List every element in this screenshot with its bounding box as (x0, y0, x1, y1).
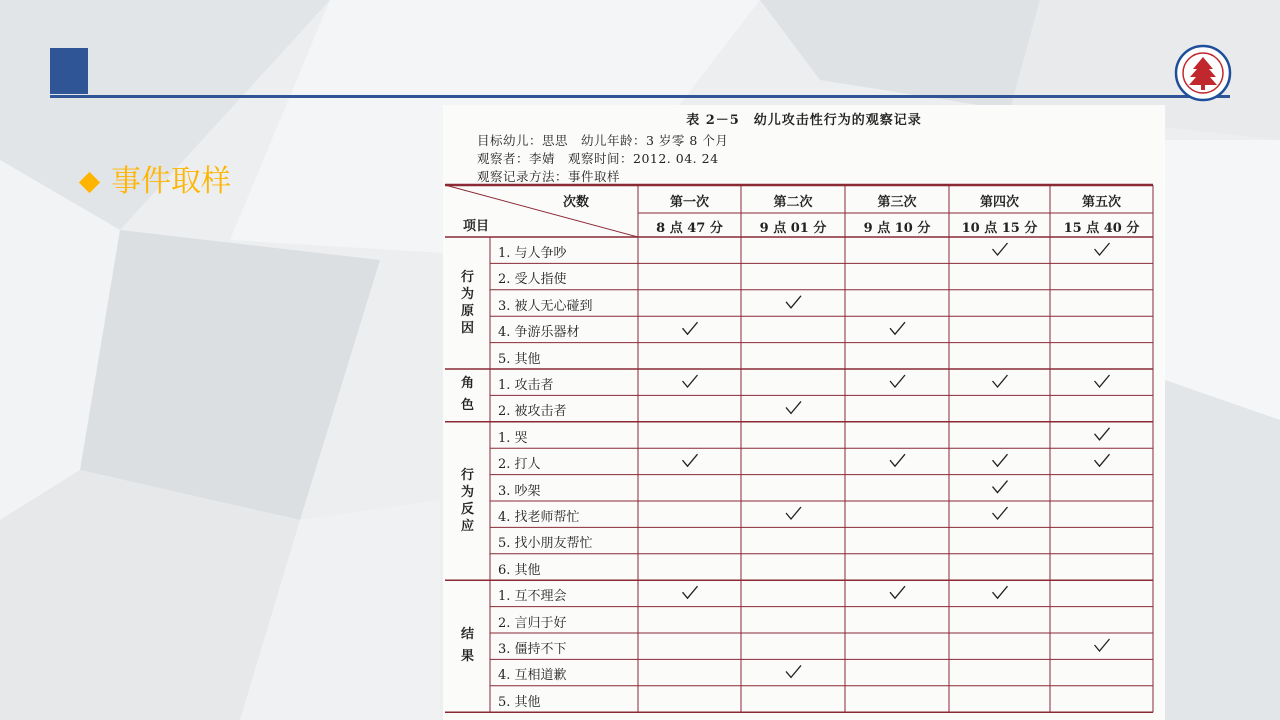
meta-line-2: 观察者：李婧 观察时间：2012. 04. 24 (477, 151, 719, 166)
row-item-label: 1. 哭 (498, 430, 528, 446)
corner-header-bottom: 项目 (463, 219, 490, 234)
check-mark-icon (786, 507, 801, 519)
column-header-time: 15 点 40 分 (1063, 221, 1140, 236)
section-title (78, 162, 231, 202)
check-mark-icon (786, 296, 801, 308)
check-mark-icon (890, 375, 905, 387)
row-item-label: 4. 找老师帮忙 (498, 510, 580, 525)
row-item-label: 4. 互相道歉 (498, 668, 567, 684)
row-item-label: 1. 互不理会 (498, 589, 567, 605)
group-label: 结果 (460, 627, 474, 665)
check-mark-icon (1095, 428, 1110, 440)
row-item-label: 3. 吵架 (498, 483, 541, 499)
row-item-label: 4. 争游乐器材 (498, 325, 580, 341)
check-mark-icon (993, 243, 1008, 255)
column-header-time: 10 点 15 分 (961, 221, 1038, 236)
row-item-label: 5. 其他 (498, 694, 541, 710)
check-mark-icon (993, 586, 1008, 598)
check-mark-icon (683, 586, 698, 598)
scanned-observation-table (443, 105, 1165, 720)
check-mark-icon (786, 665, 801, 677)
group-label: 行为原因 (460, 270, 474, 336)
group-label: 角色 (460, 376, 474, 414)
check-mark-icon (683, 454, 698, 466)
check-mark-icon (993, 375, 1008, 387)
row-item-label: 2. 言归于好 (498, 615, 567, 631)
check-mark-icon (1095, 243, 1110, 255)
header-divider (50, 95, 1230, 98)
column-header-time: 8 点 47 分 (656, 221, 723, 236)
check-mark-icon (890, 322, 905, 334)
row-item-label: 1. 与人争吵 (498, 246, 567, 261)
check-mark-icon (786, 401, 801, 413)
check-mark-icon (890, 454, 905, 466)
column-header-time: 9 点 10 分 (863, 221, 931, 236)
check-mark-icon (993, 507, 1008, 519)
check-mark-icon (1095, 639, 1110, 651)
diamond-bullet-icon (79, 171, 100, 192)
column-header-label: 第三次 (877, 195, 917, 210)
header-accent-square (50, 48, 88, 94)
document-title: 表 2－5 幼儿攻击性行为的观察记录 (686, 113, 922, 128)
column-header-label: 第二次 (773, 195, 813, 210)
row-item-label: 2. 打人 (498, 457, 541, 473)
check-mark-icon (683, 322, 698, 334)
check-mark-icon (993, 454, 1008, 466)
section-title-text: 事件取样 (111, 164, 231, 199)
row-item-label: 2. 受人指使 (498, 272, 567, 288)
check-mark-icon (1095, 375, 1110, 387)
corner-header-top: 次数 (563, 195, 590, 210)
row-item-label: 3. 被人无心碰到 (498, 298, 593, 314)
row-item-label: 5. 其他 (498, 351, 541, 367)
column-header-label: 第五次 (1081, 195, 1121, 210)
row-item-label: 6. 其他 (498, 562, 541, 578)
group-label: 行为反应 (460, 468, 474, 534)
observation-table (443, 105, 1165, 720)
check-mark-icon (890, 586, 905, 598)
meta-line-1: 目标幼儿：思思 幼儿年龄：3 岁零 8 个月 (477, 133, 729, 148)
meta-line-3: 观察记录方法：事件取样 (477, 169, 621, 184)
row-item-label: 5. 找小朋友帮忙 (498, 536, 593, 552)
column-header-label: 第一次 (669, 195, 709, 210)
column-header-label: 第四次 (979, 195, 1019, 210)
university-seal-icon (1174, 44, 1232, 102)
check-mark-icon (683, 375, 698, 387)
row-item-label: 1. 攻击者 (498, 378, 554, 393)
row-item-label: 2. 被攻击者 (498, 404, 567, 420)
row-item-label: 3. 僵持不下 (498, 642, 567, 657)
check-mark-icon (1095, 454, 1110, 466)
column-header-time: 9 点 01 分 (759, 221, 827, 236)
check-mark-icon (993, 481, 1008, 493)
